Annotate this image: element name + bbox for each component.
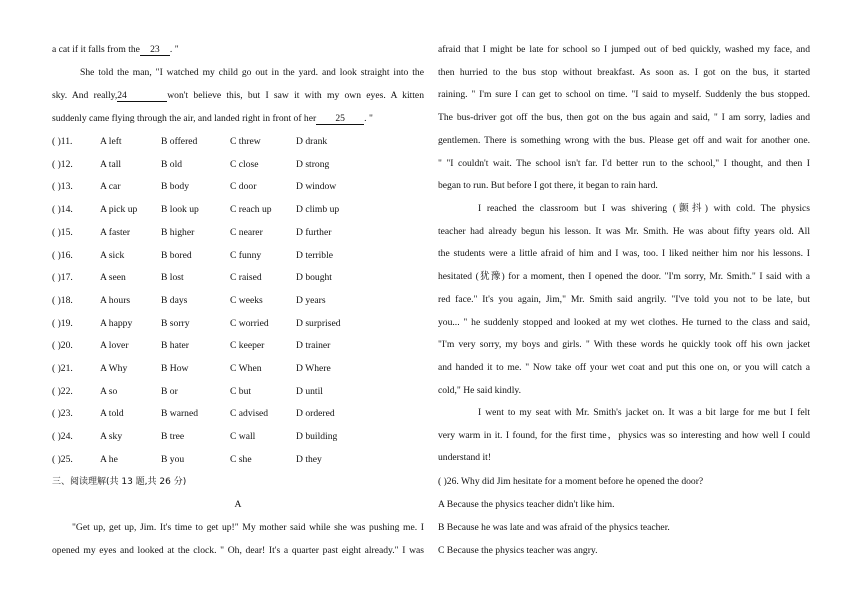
option-d: D further — [296, 226, 332, 238]
option-b: B old — [161, 158, 183, 170]
text: won't believe this, but I saw it with my own eyes. A kitten — [167, 90, 424, 101]
text: suddenly came flying through the air, and landed right in front of her — [52, 113, 317, 124]
question-26-option-c: C Because the physics teacher was angry. — [438, 545, 598, 556]
option-b: B warned — [161, 408, 199, 420]
passage-line: understand it! — [438, 452, 492, 464]
option-c: C weeks — [230, 294, 263, 306]
question-number: ( )17. — [52, 272, 73, 284]
text: . " — [364, 113, 373, 124]
question-number: ( )15. — [52, 226, 73, 238]
option-c: C raised — [230, 272, 262, 284]
option-c: C nearer — [230, 226, 263, 238]
passage-line: very warm in it. I found, for the first time，physics was so interesting and how well I could — [438, 429, 810, 441]
option-b: B How — [161, 363, 189, 374]
option-d: D window — [296, 181, 337, 193]
cloze-para-2-line-1: She told the man, "I watched my child go out in the yard. and look straight into the — [80, 67, 424, 78]
option-c: C funny — [230, 249, 262, 261]
option-c: C wall — [230, 431, 256, 443]
option-d: D climb up — [296, 204, 340, 216]
question-number: ( )12. — [52, 158, 73, 170]
option-c: C threw — [230, 136, 261, 147]
section-title: 三、阅读理解(共 13 题,共 26 分) — [52, 477, 187, 487]
option-b: B body — [161, 181, 189, 193]
passage-line: you... " he suddenly stopped and looked at my wet clothes. He turned to the class and said, — [438, 316, 810, 328]
question-number: ( )19. — [52, 317, 73, 329]
option-c: C but — [230, 385, 252, 397]
option-b: B lost — [161, 272, 184, 284]
option-b: B you — [161, 453, 185, 465]
option-a: A pick up — [100, 204, 138, 216]
option-c: C worried — [230, 317, 269, 329]
option-a: A lover — [100, 340, 129, 352]
option-c: C advised — [230, 408, 269, 420]
passage-line: I reached the classroom but I was shivering (颤抖) with cold. The physics — [478, 203, 810, 214]
question-26: ( )26. Why did Jim hesitate for a moment before he opened the door? — [438, 476, 704, 487]
option-c: C When — [230, 363, 262, 374]
question-number: ( )16. — [52, 249, 73, 261]
passage-line: and handed it to me. " Now take off your wet coat and put this one on, or you will catch a — [438, 361, 810, 373]
option-c: C reach up — [230, 204, 272, 216]
option-b: B hater — [161, 340, 189, 352]
option-d: D terrible — [296, 249, 334, 261]
passage-line: " "I couldn't wait. The school isn't far. I'd better run to the school," I thought, and then I — [438, 157, 810, 169]
option-b: B days — [161, 294, 188, 306]
option-d: D building — [296, 431, 338, 443]
blank-24: 24 — [117, 90, 167, 102]
option-c: C close — [230, 158, 259, 170]
question-number: ( )21. — [52, 363, 73, 374]
passage-line: I went to my seat with Mr. Smith's jacket on. It was a bit large for me but I felt — [478, 407, 810, 418]
option-b: B higher — [161, 226, 195, 238]
option-a: A tall — [100, 158, 122, 170]
blank-25: 25 — [316, 113, 364, 125]
option-a: A faster — [100, 226, 131, 238]
option-d: D Where — [296, 363, 331, 374]
passage-label: A — [234, 499, 242, 510]
passage-line: afraid that I might be late for school so I jumped out of bed quickly, washed my face, and — [438, 44, 810, 55]
option-d: D trainer — [296, 340, 331, 352]
question-26-option-b: B Because he was late and was afraid of the physics teacher. — [438, 522, 670, 533]
blank-23: 23 — [140, 44, 170, 56]
passage-line: teacher had already begun his lesson. It was Mr. Smith. He was about fifty years old. All — [438, 225, 810, 237]
option-a: A hours — [100, 294, 131, 306]
option-b: B look up — [161, 204, 199, 216]
question-number: ( )25. — [52, 453, 73, 465]
text: a cat if it falls from the — [52, 44, 140, 55]
question-number: ( )14. — [52, 204, 73, 216]
option-a: A so — [100, 385, 118, 397]
question-number: ( )11. — [52, 136, 73, 147]
option-a: A told — [100, 408, 124, 420]
option-d: D until — [296, 385, 323, 397]
passage-a-line-2: opened my eyes and looked at the clock. " Oh, dear! It's a quarter past eight already." I was — [52, 545, 424, 556]
option-a: A sky — [100, 431, 123, 443]
text: . " — [169, 44, 179, 55]
option-b: B or — [161, 385, 178, 397]
question-number: ( )20. — [52, 340, 73, 352]
question-number: ( )18. — [52, 294, 73, 306]
option-a: A seen — [100, 272, 126, 284]
option-a: A happy — [100, 317, 133, 329]
passage-line: red face." It's you again, Jim," Mr. Smith said angrily. "I've told you not to be late, but — [438, 293, 810, 305]
cloze-para-2-line-3 — [52, 113, 373, 125]
passage-line: cold," He said kindly. — [438, 384, 521, 396]
passage-line: The bus-driver got off the bus, then got on the bus again and said, " I am sorry, ladies and — [438, 112, 810, 124]
cloze-line-1 — [52, 44, 179, 56]
passage-line: gentlemen. There is something wrong with the bus. Please get off and wait for another one. — [438, 134, 810, 146]
option-a: A car — [100, 181, 121, 193]
option-d: D bought — [296, 272, 332, 284]
option-b: B tree — [161, 431, 185, 443]
option-b: B sorry — [161, 317, 190, 329]
text: sky. And really, — [52, 90, 118, 101]
passage-line: the students were a little afraid of him and I was, too. I liked neither him nor his lessons. I — [438, 248, 810, 260]
option-d: D they — [296, 453, 322, 465]
question-number: ( )24. — [52, 431, 73, 443]
option-d: D strong — [296, 158, 330, 170]
option-d: D ordered — [296, 408, 335, 420]
question-number: ( )22. — [52, 385, 73, 397]
option-b: B offered — [161, 136, 198, 147]
passage-line: then hurried to the bus stop without breakfast. As soon as. I got on the bus, it started — [438, 66, 810, 78]
question-number: ( )13. — [52, 181, 73, 193]
passage-line: began to run. But before I got there, it began to rain hard. — [438, 180, 658, 192]
option-d: D drank — [296, 136, 328, 147]
option-c: C she — [230, 453, 252, 465]
option-d: D surprised — [296, 317, 341, 329]
option-d: D years — [296, 294, 326, 306]
option-c: C door — [230, 181, 257, 193]
passage-line: "I'm very sorry, my boys and girls. " With these words he quickly took off his own jacket — [438, 339, 810, 351]
option-b: B bored — [161, 249, 192, 261]
option-c: C keeper — [230, 340, 265, 352]
passage-line: raining. " I'm sure I can get to school on time. "I said to myself. Suddenly the bus stopped. — [438, 89, 810, 101]
cloze-para-2-line-2 — [52, 90, 424, 102]
question-26-option-a: A Because the physics teacher didn't like him. — [438, 499, 615, 510]
option-a: A he — [100, 453, 118, 465]
passage-a-line-1: "Get up, get up, Jim. It's time to get up!" My mother said while she was pushing me. I — [72, 522, 424, 533]
option-a: A sick — [100, 249, 125, 261]
passage-line: hesitated (犹豫) for a moment, then I opened the door. "I'm sorry, Mr. Smith." I said with a — [438, 271, 810, 283]
option-a: A left — [100, 136, 122, 147]
option-a: A Why — [100, 363, 128, 374]
question-number: ( )23. — [52, 408, 73, 420]
